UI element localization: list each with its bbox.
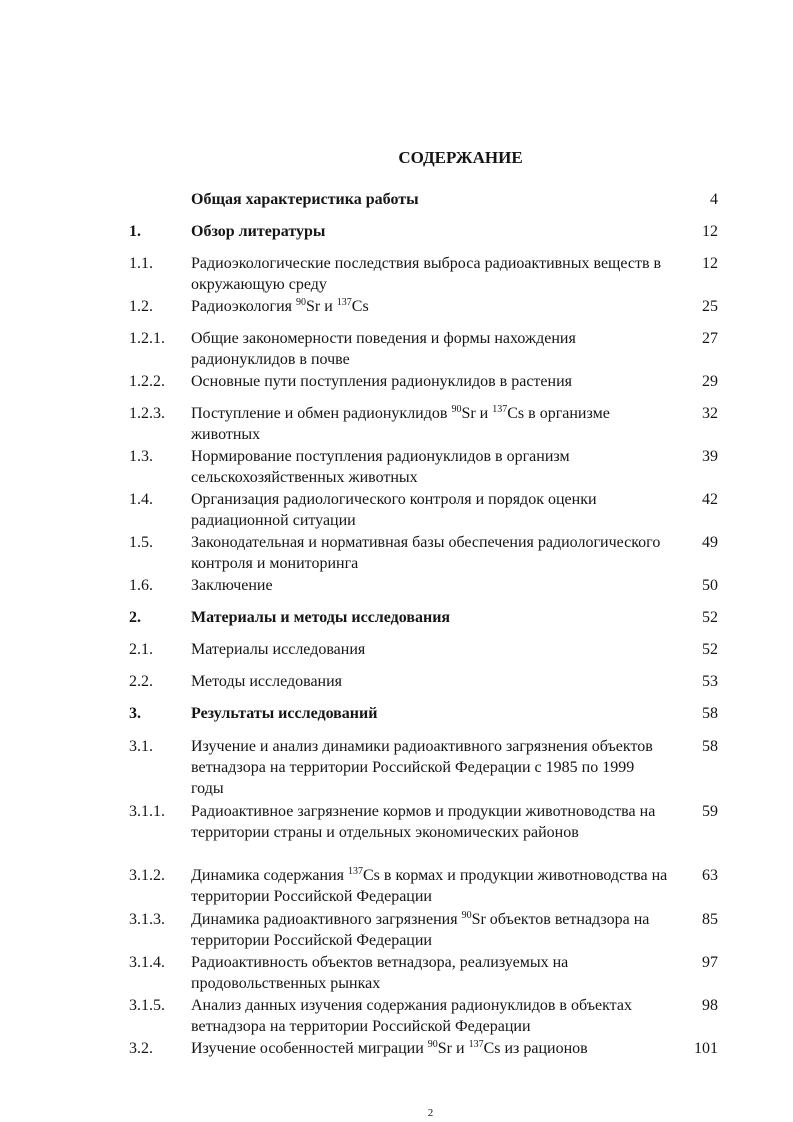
toc-entry-number: 2. (129, 609, 141, 626)
toc-entry-page: 42 (702, 491, 718, 508)
toc-entry-title: Результаты исследований (191, 705, 378, 722)
toc-entry-title: Заключение (191, 577, 273, 594)
toc-entry-number: 3. (129, 705, 141, 722)
toc-entry-title: Основные пути поступления радионуклидов в растения (191, 373, 572, 390)
toc-entry-number: 1.2.2. (129, 373, 165, 390)
toc-entry-title: Методы исследования (191, 673, 343, 690)
toc-entry-number: 1.2.1. (129, 330, 165, 347)
toc-entry-number: 2.1. (129, 641, 153, 658)
toc-entry-title: Нормирование поступления радионуклидов в организм сельскохозяйственных животных (191, 448, 570, 486)
toc-entry-number: 3.1. (129, 738, 153, 755)
toc-entry-number: 3.1.4. (129, 954, 165, 971)
toc-entry-title: Обзор литературы (191, 223, 326, 240)
toc-entry-title: Радиоэкологические последствия выброса радиоактивных веществ в окружающую среду (191, 255, 662, 293)
toc-entry-page: 101 (694, 1040, 718, 1057)
toc-entry-title: Поступление и обмен радионуклидов $^{90}$Sr и $^{137}$Cs в организме животных (191, 404, 610, 443)
toc-entry-page: 39 (702, 448, 718, 465)
toc-entry-number: 2.2. (129, 673, 153, 690)
toc-entry-number: 1.1. (129, 255, 153, 272)
toc-entry-page: 52 (702, 609, 718, 626)
toc-entry-title: Общая характеристика работы (191, 191, 419, 208)
toc-entry-page: 58 (702, 738, 718, 755)
toc-entry-page: 85 (702, 911, 718, 928)
toc-entry-page: 12 (702, 255, 718, 272)
page-title: СОДЕРЖАНИЕ (398, 148, 523, 167)
toc-entry-page: 32 (702, 405, 718, 422)
toc-entry-title: Законодательная и нормативная базы обеспечения радиологического контроля и мониторинга (191, 534, 661, 572)
toc-entry-page: 12 (702, 223, 718, 240)
toc-entry-page: 98 (702, 997, 718, 1014)
toc-entry-page: 50 (702, 577, 718, 594)
toc-entry-number: 1.3. (129, 448, 153, 465)
toc-entry-number: 3.1.5. (129, 997, 165, 1014)
toc-entry-title: Организация радиологического контроля и порядок оценки радиационной ситуации (191, 491, 597, 529)
toc-entry-number: 3.1.2. (129, 867, 165, 884)
toc-entry-title: Динамика содержания $^{137}$Cs в кормах и продукции животноводства на территории Российской Федерации (191, 866, 668, 905)
toc-entry-page: 49 (702, 534, 718, 551)
toc-entry-page: 25 (702, 298, 718, 315)
toc-entry-title: Радиоактивность объектов ветнадзора, реализуемых на продовольственных рынках (191, 954, 569, 992)
toc-entry-title: Радиоэкология $^{90}$Sr и $^{137}$Cs (191, 297, 369, 315)
toc-entry-page: 52 (702, 641, 718, 658)
toc-entry-page: 27 (702, 330, 718, 347)
toc-entry-title: Анализ данных изучения содержания радионуклидов в объектах ветнадзора на территории Российской Федерации (191, 997, 632, 1035)
toc-entry-number: 1. (129, 223, 141, 240)
toc-entry-page: 29 (702, 373, 718, 390)
toc-entry-page: 58 (702, 705, 718, 722)
toc-entry-title: Динамика радиоактивного загрязнения $^{90}$Sr объектов ветнадзора на территории Российской Федерации (191, 910, 650, 949)
toc-entry-number: 1.2.3. (129, 405, 165, 422)
page-number: 2 (427, 1107, 434, 1119)
toc-entry-page: 97 (702, 954, 718, 971)
toc-entry-number: 3.1.1. (129, 803, 165, 820)
toc-entry-number: 1.2. (129, 298, 153, 315)
toc-entry-title: Общие закономерности поведения и формы нахождения радионуклидов в почве (191, 330, 576, 368)
toc-entry-page: 53 (702, 673, 718, 690)
toc-entry-number: 3.1.3. (129, 911, 165, 928)
toc-entry-page: 4 (710, 191, 718, 208)
toc-entry-number: 1.5. (129, 534, 153, 551)
toc-entry-number: 3.2. (129, 1040, 153, 1057)
toc-entry-page: 63 (702, 867, 718, 884)
toc-entry-title: Материалы и методы исследования (191, 609, 451, 626)
toc-entry-title: Изучение и анализ динамики радиоактивного загрязнения объектов ветнадзора на территории Российской Федерации с 1985 по 1999 годы (191, 738, 653, 797)
toc-entry-number: 1.4. (129, 491, 153, 508)
toc-entry-title: Радиоактивное загрязнение кормов и продукции животноводства на территории страны и отдельных экономических районов (191, 803, 656, 841)
toc-entry-page: 59 (702, 803, 718, 820)
toc-entry-title: Материалы исследования (191, 641, 366, 658)
toc-entry-number: 1.6. (129, 577, 153, 594)
toc-entry-title: Изучение особенностей миграции $^{90}$Sr и $^{137}$Cs из рационов (191, 1039, 588, 1057)
